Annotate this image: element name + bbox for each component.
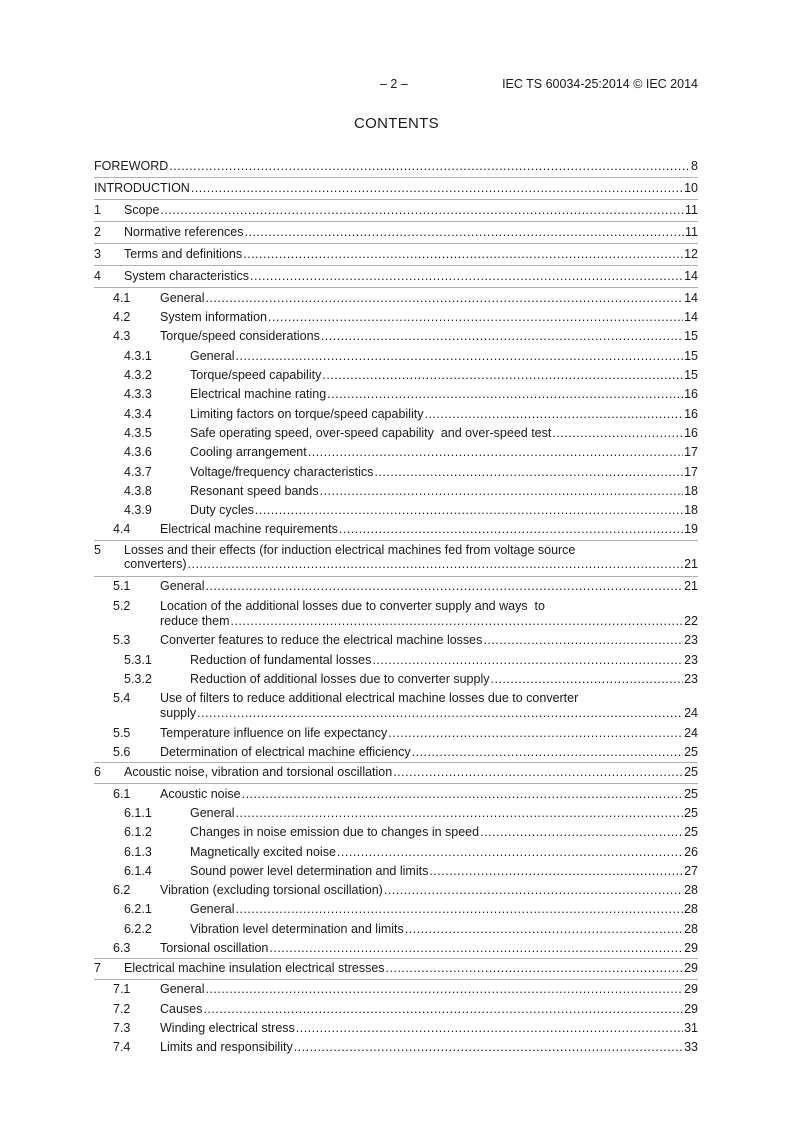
document-id: IEC TS 60034-25:2014 © IEC 2014 bbox=[502, 77, 698, 91]
page-number: – 2 – bbox=[380, 77, 408, 91]
divider bbox=[94, 540, 698, 541]
toc-entry-5-2[interactable]: 5.2 Location of the additional losses due to converter supply and ways to reduce them ..... 22 bbox=[0, 599, 793, 629]
divider bbox=[94, 243, 698, 244]
page-title: CONTENTS bbox=[354, 115, 439, 132]
toc-entry-5-4[interactable]: 5.4 Use of filters to reduce additional electrical machine losses due to converter supply ..... 24 bbox=[0, 691, 793, 721]
divider bbox=[94, 287, 698, 288]
divider bbox=[94, 979, 698, 980]
divider bbox=[94, 958, 698, 959]
divider bbox=[94, 221, 698, 222]
divider bbox=[94, 199, 698, 200]
table-of-contents: FOREWORD ..... 8 INTRODUCTION ..... 10 1 Scope ..... 11 2 Normative references ..... 11 3 Terms and definitions ..... 12 4 System characteristics ..... 14 4.1 General ..... 14 4.2 System information ..... 14 4.3 Torque/speed considerations ..... 15 4.3.1 General ..... 15 4.3.2 Torque/speed capability ..... 15 4.3.3 Electrical machine rating ..... 16 4.3.4 Limiting factors on torque/speed capability ..... 16 4.3.5 Safe operating speed, over-speed capability and over-speed test ..... 16 4.3.6 Cooling arrangement ..... 17 4.3.7 Voltage/frequency characteristics ..... 17 4.3.8 Resonant speed bands ..... 18 4.3.9 Duty cycles ..... 18 4.4 Electrical machine requirements ..... 19 5 Losses and their effects (for induction electrical machines fed from voltage source converters) ..... 21 5.1 General ..... 21 5.2 Location of the additional losses due to converter supply and ways to reduce them ..... 22 5.3 Converter features to reduce the electrical machine losses ..... 23 5.3.1 Reduction of fundamental losses ..... 23 5.3.2 Reduction of additional losses due to converter supply ..... 23 5.4 Use of filters to reduce additional electrical machine losses due to converter supply ..... 24 5.5 Temperature influence on life expectancy ..... 24 5.6 Determination of electrical machine efficiency ..... 25 6 Acoustic noise, vibration and torsional oscillation ..... 25 6.1 Acoustic noise ..... 25 6.1.1 General ..... 25 6.1.2 Changes in noise emission due to changes in speed ..... 25 6.1.3 Magnetically excited noise ..... 26 6.1.4 Sound power level determination and limits ..... 27 6.2 Vibration (excluding torsional oscillation) ..... 28 6.2.1 General ..... 28 6.2.2 Vibration level determination and limits ..... 28 6.3 Torsional oscillation ..... 29 7 Electrical machine insulation electrical stresses ..... 29 7.1 General ..... 29 7.2 Causes ..... 29 7.3 Winding electrical stress ..... 31 7.4 Limits and responsibility ..... 33 bbox=[0, 0, 793, 1122]
divider bbox=[94, 576, 698, 577]
divider bbox=[94, 783, 698, 784]
divider bbox=[94, 177, 698, 178]
toc-entry-5[interactable]: 5 Losses and their effects (for induction electrical machines fed from voltage source converters) ..... 21 bbox=[0, 543, 793, 573]
divider bbox=[94, 265, 698, 266]
divider bbox=[94, 762, 698, 763]
